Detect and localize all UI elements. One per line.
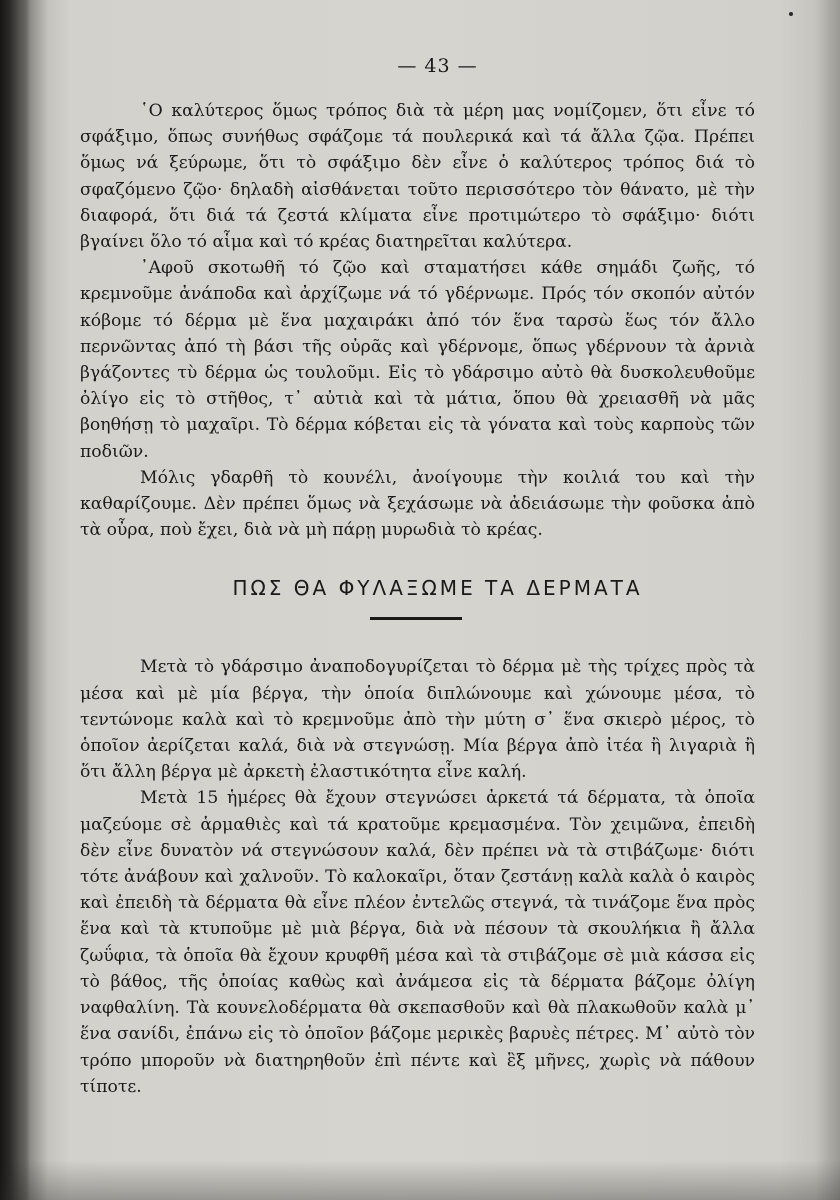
book-spine-shadow xyxy=(0,0,30,1200)
page-number: — 43 — xyxy=(397,55,478,77)
page-content xyxy=(80,52,755,1100)
paragraph: ῾Ο καλύτερος ὅμως τρόπος διὰ τὰ μέρη μας νομίζομεν, ὅτι εἶνε τό σφάξιμο, ὅπως συνήθως σφάζομε τά πουλερικά καὶ τά ἄλλα ζῷα. Πρέπει ὅμως νά ξεύρωμε, ὅτι τὸ σφάξιμο δὲν εἶνε ὁ καλύτερος τρόπος διά τὸ σφαζόμενο ζῷο· δηλαδὴ αἰσθάνεται τοῦτο περισσότερο τὸν θάνατο, μὲ τὴν διαφορά, ὅτι διά τά ζεστά κλίματα εἶνε προτιμώτερο τὸ σφάξιμο· διότι βγαίνει ὅλο τό αἷμα καὶ τό κρέας διατηρεῖται καλύτερα. xyxy=(80,101,755,253)
paragraph: Μετὰ 15 ἡμέρες θὰ ἔχουν στεγνώσει ἀρκετά τά δέρματα, τὰ ὁποῖα μαζεύομε σὲ ἁρμαθιὲς καὶ τά κρατοῦμε κρεμασμένα. Τὸν χειμῶνα, ἐπειδὴ δὲν εἶνε δυνατὸν νά στεγνώσουν καλά, δὲν πρέπει νὰ τὰ στιβάζωμε· διότι τότε ἀνάβουν καὶ χαλνοῦν. Τὸ καλοκαῖρι, ὅταν ζεστάνῃ καλὰ καλὰ ὁ καιρὸς καὶ ἐπειδὴ τὰ δέρματα θὰ εἶνε πλέον ἐντελῶς στεγνά, τὰ τινάζομε ἕνα πρὸς ἕνα καὶ τὰ κτυποῦμε μὲ μιὰ βέργα, διὰ νὰ πέσουν τὰ σκουλήκια ἢ ἄλλα ζωΰφια, τὰ ὁποῖα θὰ ἔχουν κρυφθῆ μέσα καὶ τὰ στιβάζομε σὲ μιὰ κάσσα εἰς τὸ βάθος, τῆς ὁποίας καθὼς καὶ ἀνάμεσα εἰς τὰ δέρματα βάζομε ὀλίγη ναφθαλίνη. Τὰ κουνελοδέρματα θὰ σκεπασθοῦν καὶ θὰ πλακωθοῦν καλὰ μ᾿ ἕνα σανίδι, ἐπάνω εἰς τὸ ὁποῖον βάζομε μερικὲς βαρυὲς πέτρες. Μ᾿ αὐτὸ τὸν τρόπο μποροῦν νὰ διατηρηθοῦν ἐπὶ πέντε καὶ ἓξ μῆνες, χωρὶς νὰ πάθουν τίποτε. xyxy=(80,788,755,1097)
bottom-page-shadow xyxy=(0,1160,840,1200)
section-heading: ΠΩΣ ΘΑ ΦΥΛΑΞΩΜΕ ΤΑ ΔΕΡΜΑΤΑ xyxy=(232,576,643,601)
paragraph: ᾿Αφοῦ σκοτωθῆ τό ζῷο καὶ σταματήσει κάθε σημάδι ζωῆς, τό κρεμνοῦμε ἀνάποδα καὶ ἀρχίζωμε νά τό γδέρνωμε. Πρός τόν σκοπόν αὐτόν κόβομε τό δέρμα μὲ ἕνα μαχαιράκι ἀπό τόν ἕνα ταρσὼ ἕως τόν ἄλλο περνῶντας ἀπό τὴ βάσι τῆς οὐρᾶς καὶ γδέρνομε, ὅπως γδέρνουν τὰ ἀρνιὰ βγάζοντες τὺ δέρμα ὡς τουλοῦμι. Εἰς τὸ γδάρσιμο αὐτὸ θὰ δυσκολευθοῦμε ὀλίγο εἰς τὸ στῆθος, τ᾿ αὐτιὰ καὶ τὰ μάτια, ὅπου θὰ χρειασθῆ νὰ μᾶς βοηθήσῃ τὸ μαχαῖρι. Τὸ δέρμα κόβεται εἰς τὰ γόνατα καὶ τοὺς καρποὺς τῶν ποδιῶν. xyxy=(80,258,755,462)
paragraph: Μόλις γδαρθῆ τὸ κουνέλι, ἀνοίγουμε τὴν κοιλιά του καὶ τὴν καθαρίζουμε. Δὲν πρέπει ὅμως νὰ ξεχάσωμε νὰ ἀδειάσωμε τὴν φοῦσκα ἀπὸ τὰ οὖρα, ποὺ ἔχει, διὰ νὰ μὴ πάρῃ μυρωδιὰ τὸ κρέας. xyxy=(80,467,755,541)
paragraph: Μετὰ τὸ γδάρσιμο ἀναποδογυρίζεται τὸ δέρμα μὲ τὴς τρίχες πρὸς τὰ μέσα καὶ μὲ μία βέργα, τὴν ὁποία διπλώνουμε καὶ χώνουμε μέσα, τὸ τεντώνομε καλὰ καὶ τὸ κρεμνοῦμε ἀπὸ τὴν μύτη σ᾿ ἕνα σκιερὸ μέρος, τὸ ὁποῖον ἀερίζεται καλά, διὰ νὰ στεγνώσῃ. Μία βέργα ἀπὸ ἰτέα ἢ λιγαριὰ ἢ ὅτι ἄλλη βέργα μὲ ἀρκετὴ ἐλαστικότητα εἶνε καλή. xyxy=(80,657,755,783)
ink-speck xyxy=(789,12,793,16)
heading-underline-rule xyxy=(370,617,462,620)
